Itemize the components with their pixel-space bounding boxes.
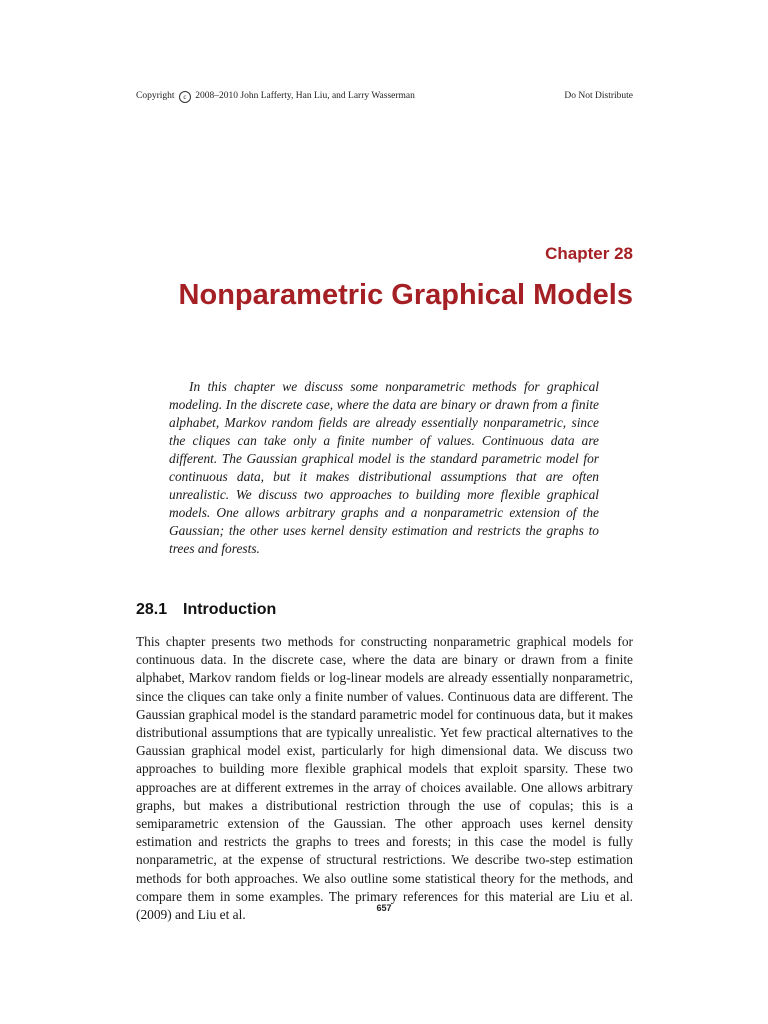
chapter-abstract: In this chapter we discuss some nonparametric methods for graphical modeling. In the discrete case, where the data are binary or drawn from a finite alphabet, Markov random fields are already essentially nonparametric, since the cliques can take only a finite number of values. Continuous data are different. The Gaussian graphical model is the standard parametric model for continuous data, but it makes distributional assumptions that are often unrealistic. We discuss two approaches to building more flexible graphical models. One allows arbitrary graphs and a nonparametric extension of the Gaussian; the other uses kernel density estimation and restricts the graphs to trees and forests. xyxy=(169,379,599,556)
distribution-notice: Do Not Distribute xyxy=(564,91,633,101)
section-number: 28.1 xyxy=(136,601,168,618)
section-heading xyxy=(136,601,276,619)
page-number: 657 xyxy=(376,903,392,913)
section-body-paragraph: This chapter presents two methods for constructing nonparametric graphical models for continuous data. In the discrete case, where the data are binary or drawn from a finite alphabet, Markov random fields or log-linear models are already essentially nonparametric, since the cliques can take only a finite number of values. Continuous data are different. The Gaussian graphical model is the standard parametric model for continuous data, but it makes distributional assumptions that are typically unrealistic. Yet few practical alternatives to the Gaussian graphical model exist, particularly for high dimensional data. We discuss two approaches to building more flexible graphical models that exploit sparsity. These two approaches are at different extremes in the array of choices available. One allows arbitrary graphs, but makes a distributional restriction through the use of copulas; this is a semiparametric extension of the Gaussian. The other approach uses kernel density estimation and restricts the graphs to trees and forests; in this case the model is fully nonparametric, at the expense of structural restrictions. We describe two-step estimation methods for both approaches. We also outline some statistical theory for the methods, and compare them in some examples. The primary references for this material are Liu et al. (2009) and Liu et al. xyxy=(136,634,633,923)
chapter-label: Chapter 28 xyxy=(545,244,633,263)
chapter-title: Nonparametric Graphical Models xyxy=(178,279,633,311)
copyright-prefix: Copyright xyxy=(136,91,175,101)
copyright-symbol: c xyxy=(179,91,191,103)
copyright-line xyxy=(136,90,415,103)
running-header xyxy=(136,90,633,103)
section-title: Introduction xyxy=(183,601,277,618)
copyright-text: 2008–2010 John Lafferty, Han Liu, and Larry Wasserman xyxy=(195,91,415,101)
